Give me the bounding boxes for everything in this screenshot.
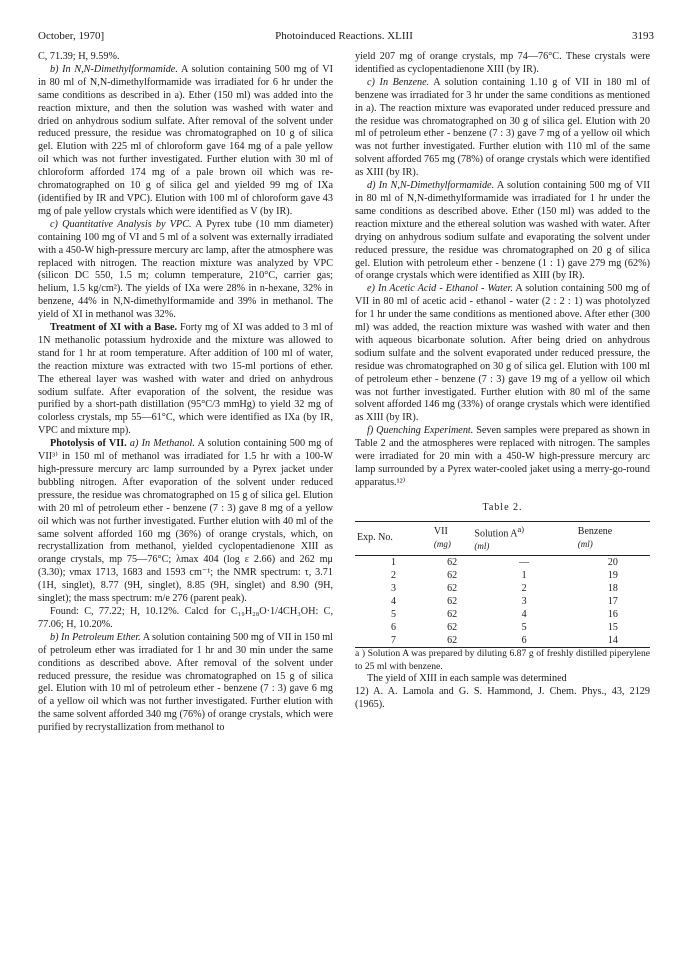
table-cell: 6 (521, 635, 527, 647)
table-cell: 14 (607, 635, 618, 647)
table-row (355, 621, 650, 634)
paragraph-photolysis-vii (38, 438, 333, 606)
paragraph-base-treatment (38, 322, 333, 438)
table-title: Table 2. (482, 501, 523, 513)
table-cell: 62 (447, 609, 458, 621)
paragraph-acetic-acid (355, 283, 650, 425)
section-heading: b) In Petroleum Ether. (50, 631, 141, 643)
table-cell: 1 (390, 557, 396, 569)
table-cell: 3 (521, 596, 527, 608)
table-cell: 19 (607, 570, 618, 582)
table-cell: 1 (521, 570, 527, 582)
column-header: Solution $A^{a)}$ (ml) (474, 524, 524, 552)
page-number: 3193 (632, 30, 654, 42)
paragraph-text: A solution containing 500 mg of VII in 150 ml of petroleum ether was irradiated for 1 hr and 30 min under the same conditions as described above. After removal of the solvent under reduced pressure, the residue was chromatographed on 15 g of silica gel. Elution with 10 ml of petroleum ether - benzene (7 : 3) gave 6 mg of a yellow oil which was not further investigated. Further elution with the same solvent afforded 340 mg (76%) of orange crystals, which were purified by recrystallization from methanol to (38, 631, 333, 734)
table-cell: 2 (390, 570, 396, 582)
paragraph-text: Forty mg of XI was added to 3 ml of 1N methanolic potassium hydroxide and the mixture was allowed to stand for 1 hr at room temperature. After addition of 100 ml of water, the reaction mixture was extracted with two 15-ml portions of ether. The ethereal layer was washed with water and dried on anhydrous sodium sulfate. After evaporation of the solvent, the residue was purified by a short-path distillation (95°C/3 mmHg) to yield 32 mg of colorless crystals, mp 55—61°C, which were identified as IXa (by IR, VPC and mixture mp). (38, 322, 333, 437)
table-2 (355, 521, 650, 648)
table-header-row (355, 521, 650, 555)
paragraph-text: Seven samples were prepared as shown in Table 2 and the atmospheres were replaced with nitrogen. The samples were irradiated for 20 min with a 450-W high-pressure mercury arc lamp surrounded by a Pyrex water-cooled jaket using a merry-go-round apparatus.¹²⁾ (355, 425, 650, 488)
table-cell: 17 (607, 596, 618, 608)
paragraph-benzene (355, 77, 650, 180)
table-cell: 2 (521, 583, 527, 595)
paragraph-yield: The yield of XIII in each sample was determined (367, 673, 567, 685)
table-cell: 62 (447, 622, 458, 634)
header-title: Photoinduced Reactions. XLIII (275, 30, 413, 42)
table-cell: 5 (521, 622, 527, 634)
header-date: October, 1970] (38, 30, 105, 42)
paragraph-text: A solution containing 500 mg of VII³⁾ in 150 ml of methanol was irradiated for 1.5 hr with a 100-W high-pressure mercury arc lamp surrounded by a Pyrex jacket under bubbling nitrogen. After evaporation of the solvent under reduced pressure, the residue was chromatographed on 15 g of silica gel. Elution with 20 ml of petroleum ether - benzene (7 : 3) gave 8 mg of a yellow oil which was not further investigated. Further elution with 40 ml of the same solvent afforded 160 mg (36%) of orange crystals, which, on recrystallization from methanol, yielded cyclopentadienone XIII as orange crystals, mp 75—76°C; λmax 404 (log ε 2.66) and 262 mμ (3.30); νmax 1713, 1683 and 1593 cm⁻¹; the NMR spectrum: τ, 3.71 (1H, singlet), 8.77 (9H, singlet), 8.85 (9H, singlet) and 8.90 (9H, singlet); the mass spectrum: m/e 276 (parent peak). (38, 438, 333, 605)
paragraph-vpc (38, 219, 333, 322)
paragraph-text: A solution containing 500 mg of VI in 80 ml of N,N-dimethylformamide was irradiated for 6 hr under the same conditions as described in a). Ether (150 ml) was added into the reaction mixture, and then the solution was washed with water and dried on anhydrous sodium sulfate. After removal of the solvent under reduced pressure, the residue was chromatographed on 10 g of silica gel. Elution with 225 ml of chloroform gave 164 mg of a pale yellow oil which was not further investigated. Further elution with 30 ml of chloroform afforded 174 mg of a pale brown oil which was re-chromatographed on 10 g of silica gel and yielded 99 mg of IXa (identified by IR and VPC). Elution with 100 ml of chloroform gave 43 mg of pale yellow crystals which were identified as V (by IR). (38, 63, 333, 217)
table-cell: 18 (607, 583, 618, 595)
paragraph-analysis-end: C, 71.39; H, 9.59%. (38, 51, 120, 62)
paragraph-text: A solution containing 1.10 g of VII in 180 ml of benzene was irradiated for 3 hr under the same conditions as mentioned in a). The reaction mixture was evaporated under reduced pressure and the residue was chromatographed on 30 g of silica gel. Elution with 20 ml of petroleum ether - benzene (7 : 3) gave 7 mg of a yellow oil which was not further investigated. Further elution with 110 ml of the same solvent afforded 765 mg (78%) of orange crystals which were identified as XIII (by IR). (355, 76, 650, 179)
section-heading: Photolysis of VII. (50, 438, 127, 450)
subsection-heading: a) In Methanol. (126, 438, 195, 450)
table-footnote: a ) Solution A was prepared by diluting 6.87 g of freshly distilled piperylene to 25 ml with benzene. (355, 648, 650, 672)
paragraph-continuation: yield 207 mg of orange crystals, mp 74—76°C. These crystals were identified as cyclopentadienone XIII (by IR). (355, 51, 650, 75)
paragraph-dmf-vii (355, 180, 650, 283)
table-row (355, 569, 650, 582)
section-heading: c) In Benzene. (367, 76, 430, 88)
column-header: Exp. No. (357, 532, 393, 544)
section-heading: e) In Acetic Acid - Ethanol - Water. (367, 283, 513, 295)
table-cell: 16 (607, 609, 618, 621)
paragraph-petroleum-ether (38, 632, 333, 735)
table-cell: 62 (447, 635, 458, 647)
table-cell: 6 (390, 622, 396, 634)
reference-12: 12) A. A. Lamola and G. S. Hammond, J. Chem. Phys., 43, 2129 (1965). (355, 685, 650, 710)
table-row (355, 556, 650, 570)
paragraph-found: Found: C, 77.22; H, 10.12%. Calcd for C₁₉H₂₈O·1/4CH₃OH: C, 77.06; H, 10.20%. (38, 605, 333, 630)
table-row (355, 608, 650, 621)
table-cell: 62 (447, 596, 458, 608)
table-cell: — (519, 557, 530, 569)
table-cell: 3 (390, 583, 396, 595)
table-cell: 62 (447, 557, 458, 569)
paragraph-text: A solution containing 500 mg of VII in 80 ml of N,N-dimethylformamide was irradiated for 1 hr under the same conditions as described above. Ether (150 ml) was added to the reaction mixture and the ethereal solution was washed with water. After drying on anhydrous sodium sulfate and evaporating the solvent under reduced pressure, the residue was chromatographed on 20 g of silica gel. Elution with petroleum ether - benzene (1 : 1) gave 279 mg (62%) of orange crystals which were identified as XIII (by IR). (355, 180, 650, 282)
paragraph-dmf-vi (38, 64, 333, 219)
table-cell: 4 (390, 596, 396, 608)
column-header: Benzene (ml) (577, 525, 613, 549)
footnote-marker: a) (517, 524, 524, 534)
table-row (355, 595, 650, 608)
table-cell: 7 (390, 635, 396, 647)
section-heading: c) Quantitative Analysis by VPC. (50, 218, 192, 230)
left-column (38, 51, 333, 735)
table-cell: 62 (447, 583, 458, 595)
section-heading: Treatment of XI with a Base. (50, 322, 178, 334)
table-cell: 62 (447, 570, 458, 582)
paragraph-text: A solution containing 500 mg of VII in 80 ml of acetic acid - ethanol - water (2 : 2 : 1) was photolyzed for 1 hr under the same conditions as mentioned above. After ether (300 ml) was added, the reaction mixture was washed with water and then with aqueous bicarbonate solution. After being dried on anhydrous sodium sulfate and the solvent evaporated under reduced pressure, the residue was chromatographed on 30 g of silica gel. Elution with 100 ml of petroleum ether - benzene (7 : 3) gave 19 mg of a yellow oil which was not further investigated. Further elution with 80 ml of the same solvent afforded 146 mg (33%) of orange crystals which were identified as XIII (by IR). (355, 283, 650, 424)
section-heading: d) In N,N-Dimethylformamide. (367, 180, 495, 192)
table-cell: 5 (390, 609, 396, 621)
table-cell: 15 (607, 622, 618, 634)
paragraph-quenching (355, 425, 650, 490)
table-cell: 4 (521, 609, 527, 621)
table-cell: 20 (607, 557, 618, 569)
table-row (355, 582, 650, 595)
section-heading: f) Quenching Experiment. (367, 425, 474, 437)
table-row (355, 634, 650, 648)
section-heading: b) In N,N-Dimethylformamide. (50, 63, 178, 75)
column-header: VII (mg) (433, 525, 451, 549)
paragraph-text: A Pyrex tube (10 mm diameter) containing 100 mg of VI and 5 ml of a solvent was externally irradiated with a 450-W high-pressure mercury arc lamp, after the atmosphere was replaced with nitrogen. The reaction mixture was analyzed by VPC (silicon DC 550, 1.5 m; column temperature, 210°C, carrier gas; helium, 1.5 kg/cm²). The yields of IXa were 28% in n-hexane, 32% in benzene, 44% in N,N-dimethylformamide and 39% in methanol. The yield of XI in methanol was 32%. (38, 218, 333, 321)
right-column (355, 51, 650, 712)
